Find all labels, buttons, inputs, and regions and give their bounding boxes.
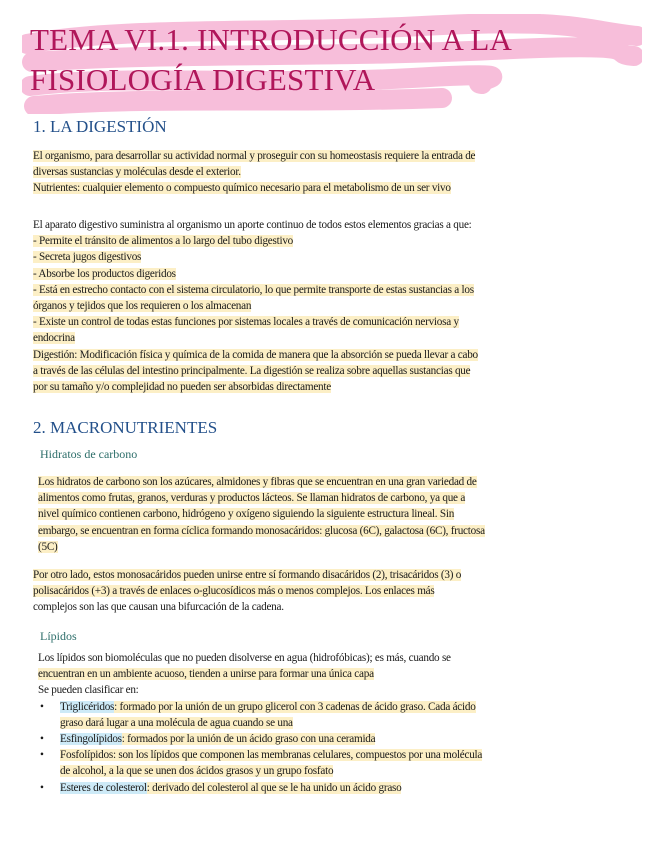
list-item-text: : son los lípidos que componen las membranas celulares, compuestos por una molécula	[112, 749, 483, 762]
list-item-text: : derivado del colesterol al que se le ha unido un ácido graso	[146, 781, 402, 794]
text-line: El aparato digestivo suministra al organismo un aporte continuo de todos estos elementos gracias a que:	[33, 219, 472, 231]
paragraph-lipidos	[38, 650, 482, 796]
list-item-text: de alcohol, a la que se unen dos ácidos grasos y un grupo fosfato	[60, 765, 334, 778]
text-line: polisacáridos (+3) a través de enlaces o-glucosídicos más o menos complejos. Los enlaces más	[33, 585, 435, 598]
title-line-2: FISIOLOGÍA DIGESTIVA	[30, 62, 376, 97]
text-line: encuentran en un ambiente acuoso, tienden a unirse para formar una única capa	[38, 668, 374, 681]
subheading-hidratos: Hidratos de carbono	[40, 447, 138, 461]
list-item: - Está en estrecho contacto con el sistema circulatorio, lo que permite transporte de estas sustancias a los	[33, 283, 474, 296]
list-item-text: : formados por la unión de un ácido graso con una ceramida	[121, 733, 376, 746]
list-item: - Existe un control de todas estas funciones por sistemas locales a través de comunicación nerviosa y	[33, 316, 459, 329]
list-item: endocrina	[33, 332, 75, 345]
list-item-term: Triglicéridos	[60, 700, 115, 713]
list-item: - Absorbe los productos digeridos	[33, 267, 176, 280]
paragraph-monosacaridos	[33, 567, 461, 616]
text-line: nivel químico contienen carbono, hidrógeno y oxígeno siguiendo la siguiente estructura lineal. Sin	[38, 508, 455, 521]
text-line: complejos son las que causan una bifurcación de la cadena.	[33, 601, 284, 614]
text-line: Por otro lado, estos monosacáridos pueden unirse entre sí formando disacáridos (2), trisacáridos (3) o	[33, 569, 462, 581]
subheading-lipidos: Lípidos	[40, 629, 77, 643]
list-item	[38, 780, 482, 796]
nutrientes-term: Nutrientes	[33, 182, 78, 195]
nutrientes-definition: : cualquier elemento o compuesto químico necesario para el metabolismo de un ser vivo	[77, 182, 451, 195]
section-heading-digestion: 1. LA DIGESTIÓN	[33, 117, 167, 136]
text-line: diversas sustancias y moléculas desde el exterior.	[33, 166, 241, 179]
list-item	[38, 731, 482, 747]
text-line: Los lípidos son biomoléculas que no pueden disolverse en agua (hidrofóbicas); es más, cuando se	[38, 652, 451, 664]
title-line-1: TEMA VI.1. INTRODUCCIÓN A LA	[30, 22, 513, 57]
list-item: - Permite el tránsito de alimentos a lo largo del tubo digestivo	[33, 235, 294, 248]
text-line: alimentos como frutas, granos, verduras y productos lácteos. Se llaman hidratos de carbono, ya que a	[38, 492, 466, 505]
text-line: El organismo, para desarrollar su actividad normal y proseguir con su homeostasis requiere la entrada de	[33, 150, 476, 162]
paragraph-organismo	[33, 148, 475, 197]
digestion-term: Digestión	[33, 348, 75, 361]
paragraph-hidratos	[38, 474, 485, 555]
list-item	[38, 699, 482, 731]
list-item	[38, 747, 482, 779]
list-item-text: graso dará lugar a una molécula de agua cuando se una	[60, 716, 293, 729]
text-line: a través de las células del intestino principalmente. La digestión se realiza sobre aquellas sustancias que	[33, 364, 471, 377]
list-item-term: Esfingolípidos	[60, 733, 122, 746]
list-item-text: : formado por la unión de un grupo glicerol con 3 cadenas de ácido graso. Cada ácido	[114, 700, 476, 713]
text-line: por su tamaño y/o complejidad no pueden ser absorbidas directamente	[33, 381, 331, 394]
list-item-term: Fosfolípidos	[60, 749, 113, 762]
paragraph-aparato-digestivo	[33, 217, 478, 395]
document-title	[30, 20, 630, 100]
list-item-term: Esteres de colesterol	[60, 781, 147, 794]
section-heading-macronutrientes: 2. MACRONUTRIENTES	[33, 418, 218, 437]
text-line: Se pueden clasificar en:	[38, 684, 139, 697]
text-line: embargo, se encuentran en forma cíclica formando monosacáridos: glucosa (6C), galactosa (6C), fructosa	[38, 524, 485, 537]
text-line: Los hidratos de carbono son los azúcares, almidones y fibras que se encuentran en una gran variedad de	[38, 476, 477, 488]
lipid-classification-list	[38, 699, 482, 796]
list-item: órganos y tejidos que los requieren o los almacenan	[33, 300, 252, 313]
list-item: - Secreta jugos digestivos	[33, 251, 142, 264]
text-line: (5C)	[38, 540, 58, 553]
text-line: : Modificación física y química de la comida de manera que la absorción se pueda llevar a cabo	[74, 348, 478, 361]
